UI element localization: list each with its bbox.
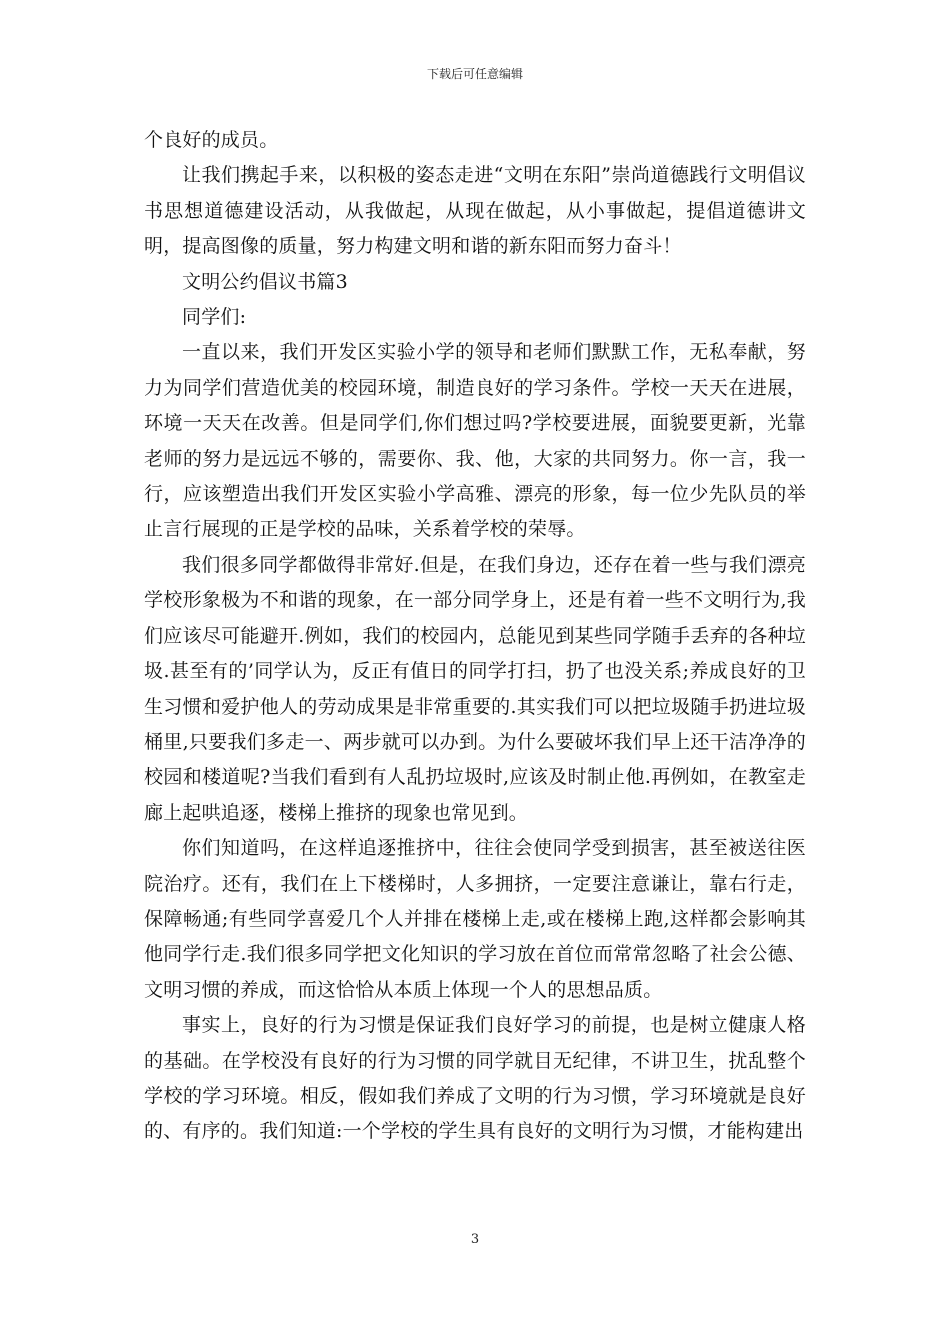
paragraph-6: 我们很多同学都做得非常好.但是，在我们身边，还存在着一些与我们漂亮学校形象极为不和谐的现象，在一部分同学身上，还是有着一些不文明行为,我们应该尽可能避开.例如，我们的校园内，总能见到某些同学随手丢弃的各种垃圾.甚至有的’同学认为，反正有值日的同学打扫，扔了也没关系;养成良好的卫生习惯和爱护他人的劳动成果是非常重要的.其实我们可以把垃圾随手扔进垃圾桶里,只要我们多走一、两步就可以办到。为什么要破坏我们早上还干洁净净的校园和楼道呢?当我们看到有人乱扔垃圾时,应该及时制止他.再例如，在教室走廊上起哄追逐，楼梯上推挤的现象也常见到。 <box>144 553 806 824</box>
paragraph-1: 个良好的成员。 <box>144 129 279 151</box>
paragraph-2: 让我们携起手来，以积极的姿态走进“文明在东阳”崇尚道德践行文明倡议书思想道德建设活动，从我做起，从现在做起，从小事做起，提倡道德讲文明，提高图像的质量，努力构建文明和谐的新东阳而努力奋斗！ <box>144 164 806 258</box>
document-body <box>144 123 806 1150</box>
section-title: 文明公约倡议书篇3 <box>182 270 348 293</box>
page-number: 3 <box>470 1232 480 1247</box>
salutation: 同学们: <box>182 306 247 329</box>
paragraph-8: 事实上，良好的行为习惯是保证我们良好学习的前提，也是树立健康人格的基础。在学校没有良好的行为习惯的同学就目无纪律，不讲卫生，扰乱整个学校的学习环境。相反，假如我们养成了文明的行为习惯，学习环境就是良好的、有序的。我们知道:一个学校的学生具有良好的文明行为习惯，才能构建出 <box>144 1014 806 1143</box>
paragraph-5: 一直以来，我们开发区实验小学的领导和老师们默默工作，无私奉献，努力为同学们营造优美的校园环境，制造良好的学习条件。学校一天天在进展，环境一天天在改善。但是同学们,你们想过吗?学校要进展，面貌要更新，光靠老师的努力是远远不够的，需要你、我、他，大家的共同努力。你一言，我一行，应该塑造出我们开发区实验小学高雅、漂亮的形象，每一位少先队员的举止言行展现的正是学校的品味，关系着学校的荣辱。 <box>144 341 806 541</box>
paragraph-7: 你们知道吗，在这样追逐推挤中，往往会使同学受到损害，甚至被送往医院治疗。还有，我们在上下楼梯时，人多拥挤，一定要注意谦让，靠右行走，保障畅通;有些同学喜爱几个人并排在楼梯上走,或在楼梯上跑,这样都会影响其他同学行走.我们很多同学把文化知识的学习放在首位而常常忽略了社会公德、文明习惯的养成，而这恰恰从本质上体现一个人的思想品质。 <box>144 837 806 1001</box>
page-header: 下载后可任意编辑 <box>426 67 523 81</box>
